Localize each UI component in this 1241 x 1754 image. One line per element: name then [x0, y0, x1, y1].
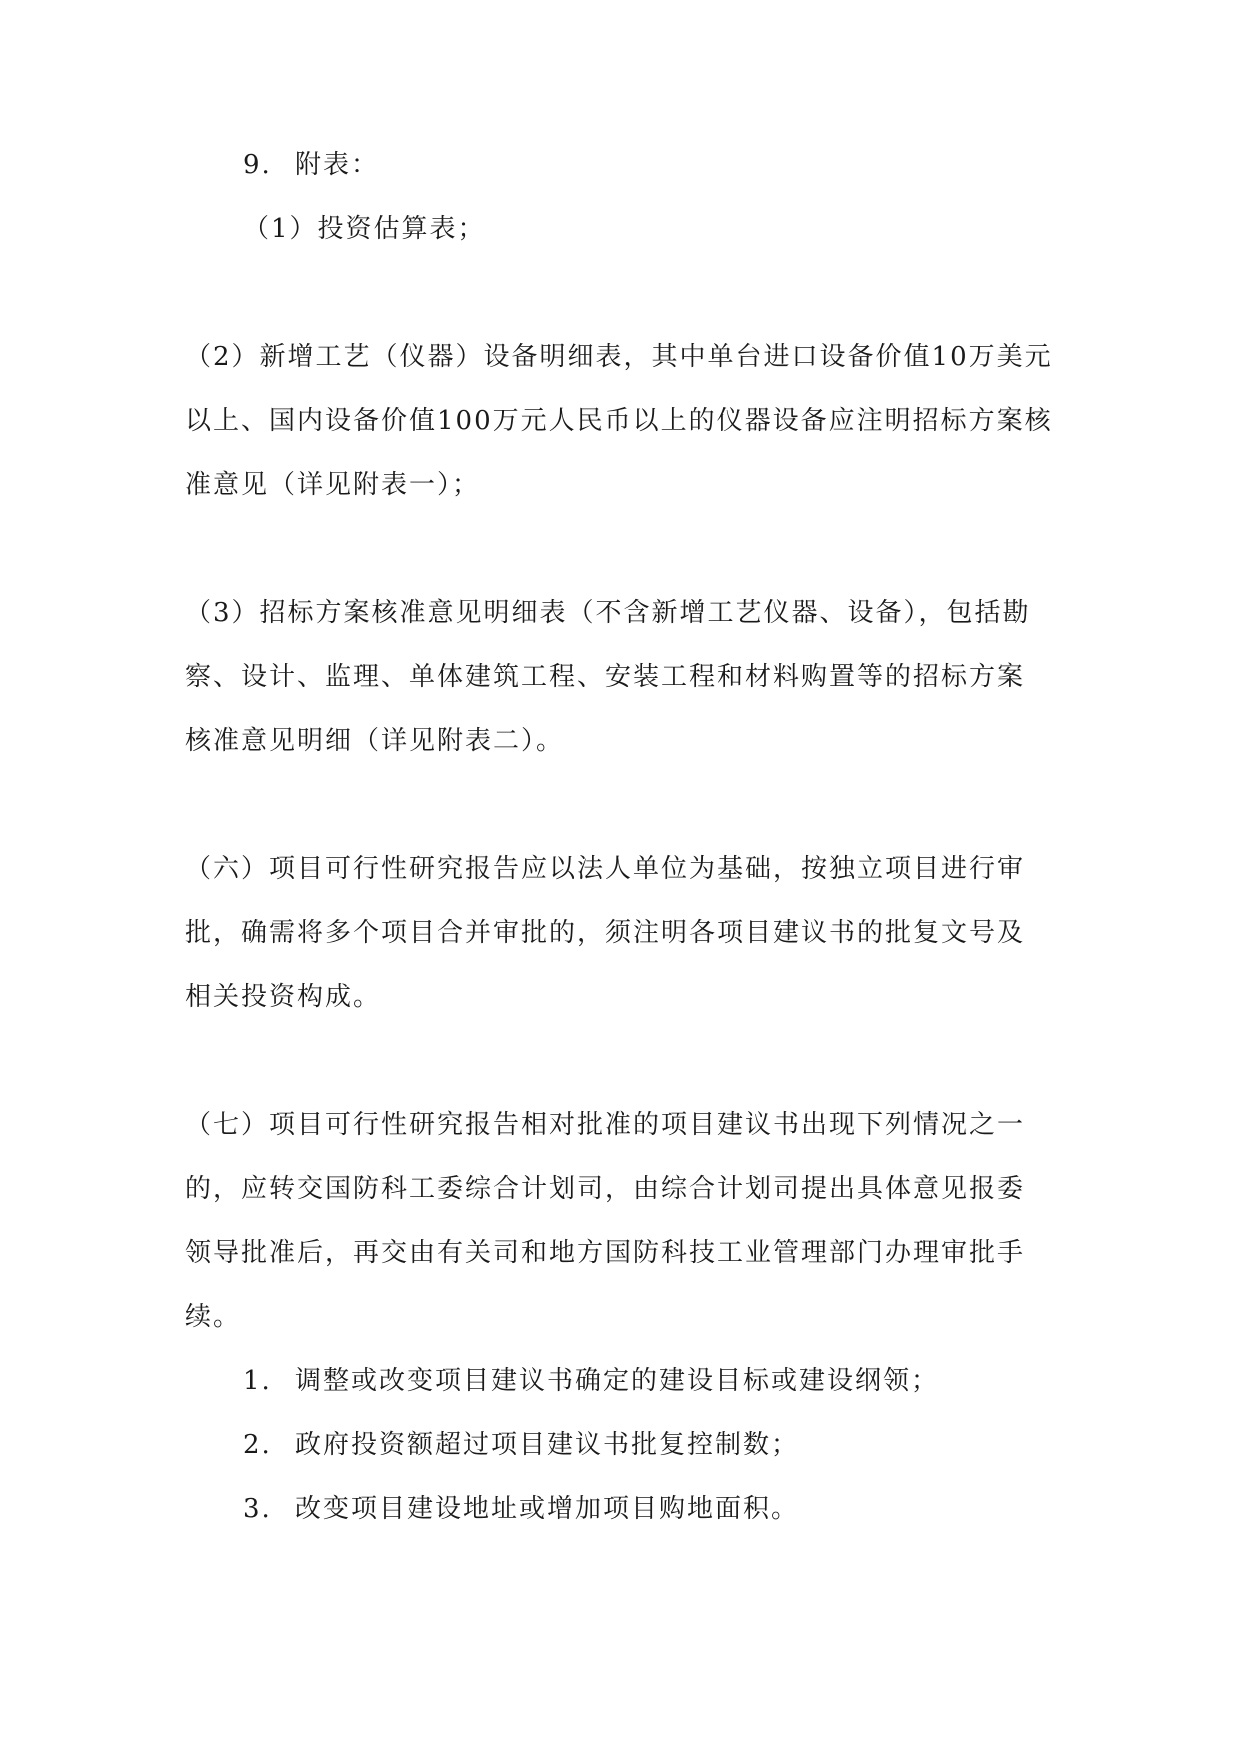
sub-item-2-line-2: 以上、国内设备价值100万元人民币以上的仪器设备应注明招标方案核 — [185, 406, 1053, 436]
section-7-line-2: 的，应转交国防科工委综合计划司，由综合计划司提出具体意见报委 — [185, 1174, 1026, 1204]
sub-item-3-line-3: 核准意见明细（详见附表二）。 — [185, 726, 565, 756]
sub-item-2-line-3: 准意见（详见附表一）； — [185, 470, 481, 500]
section-7-line-1: （七）项目可行性研究报告相对批准的项目建议书出现下列情况之一 — [185, 1110, 1026, 1140]
list-item-text: 调整或改变项目建议书确定的建设目标或建设纲领； — [295, 1366, 940, 1396]
list-item — [243, 1492, 799, 1526]
section-7-line-3: 领导批准后，再交由有关司和地方国防科技工业管理部门办理审批手 — [185, 1238, 1026, 1268]
section-6-line-3: 相关投资构成。 — [185, 982, 382, 1012]
section-6-line-2: 批，确需将多个项目合并审批的，须注明各项目建议书的批复文号及 — [185, 918, 1026, 948]
list-item-number: 3. — [243, 1494, 272, 1524]
list-item — [243, 1364, 939, 1398]
list-item-number: 1. — [243, 1366, 272, 1396]
item-9-number: 9. — [243, 150, 272, 180]
item-9-text: 附表： — [295, 150, 380, 180]
list-item-text: 改变项目建设地址或增加项目购地面积。 — [295, 1494, 800, 1524]
sub-item-3-line-2: 察、设计、监理、单体建筑工程、安装工程和材料购置等的招标方案 — [185, 662, 1026, 692]
list-item — [243, 1428, 799, 1462]
section-7-line-4: 续。 — [185, 1302, 242, 1332]
sub-item-2-line-1: （2）新增工艺（仪器）设备明细表，其中单台进口设备价值10万美元 — [185, 342, 1053, 372]
sub-item-3-line-1: （3）招标方案核准意见明细表（不含新增工艺仪器、设备），包括勘 — [185, 598, 1031, 628]
sub-item-1: （1）投资估算表； — [243, 214, 486, 244]
list-item-text: 政府投资额超过项目建议书批复控制数； — [295, 1430, 800, 1460]
list-item-number: 2. — [243, 1430, 272, 1460]
item-9 — [243, 148, 379, 182]
section-6-line-1: （六）项目可行性研究报告应以法人单位为基础，按独立项目进行审 — [185, 854, 1026, 884]
